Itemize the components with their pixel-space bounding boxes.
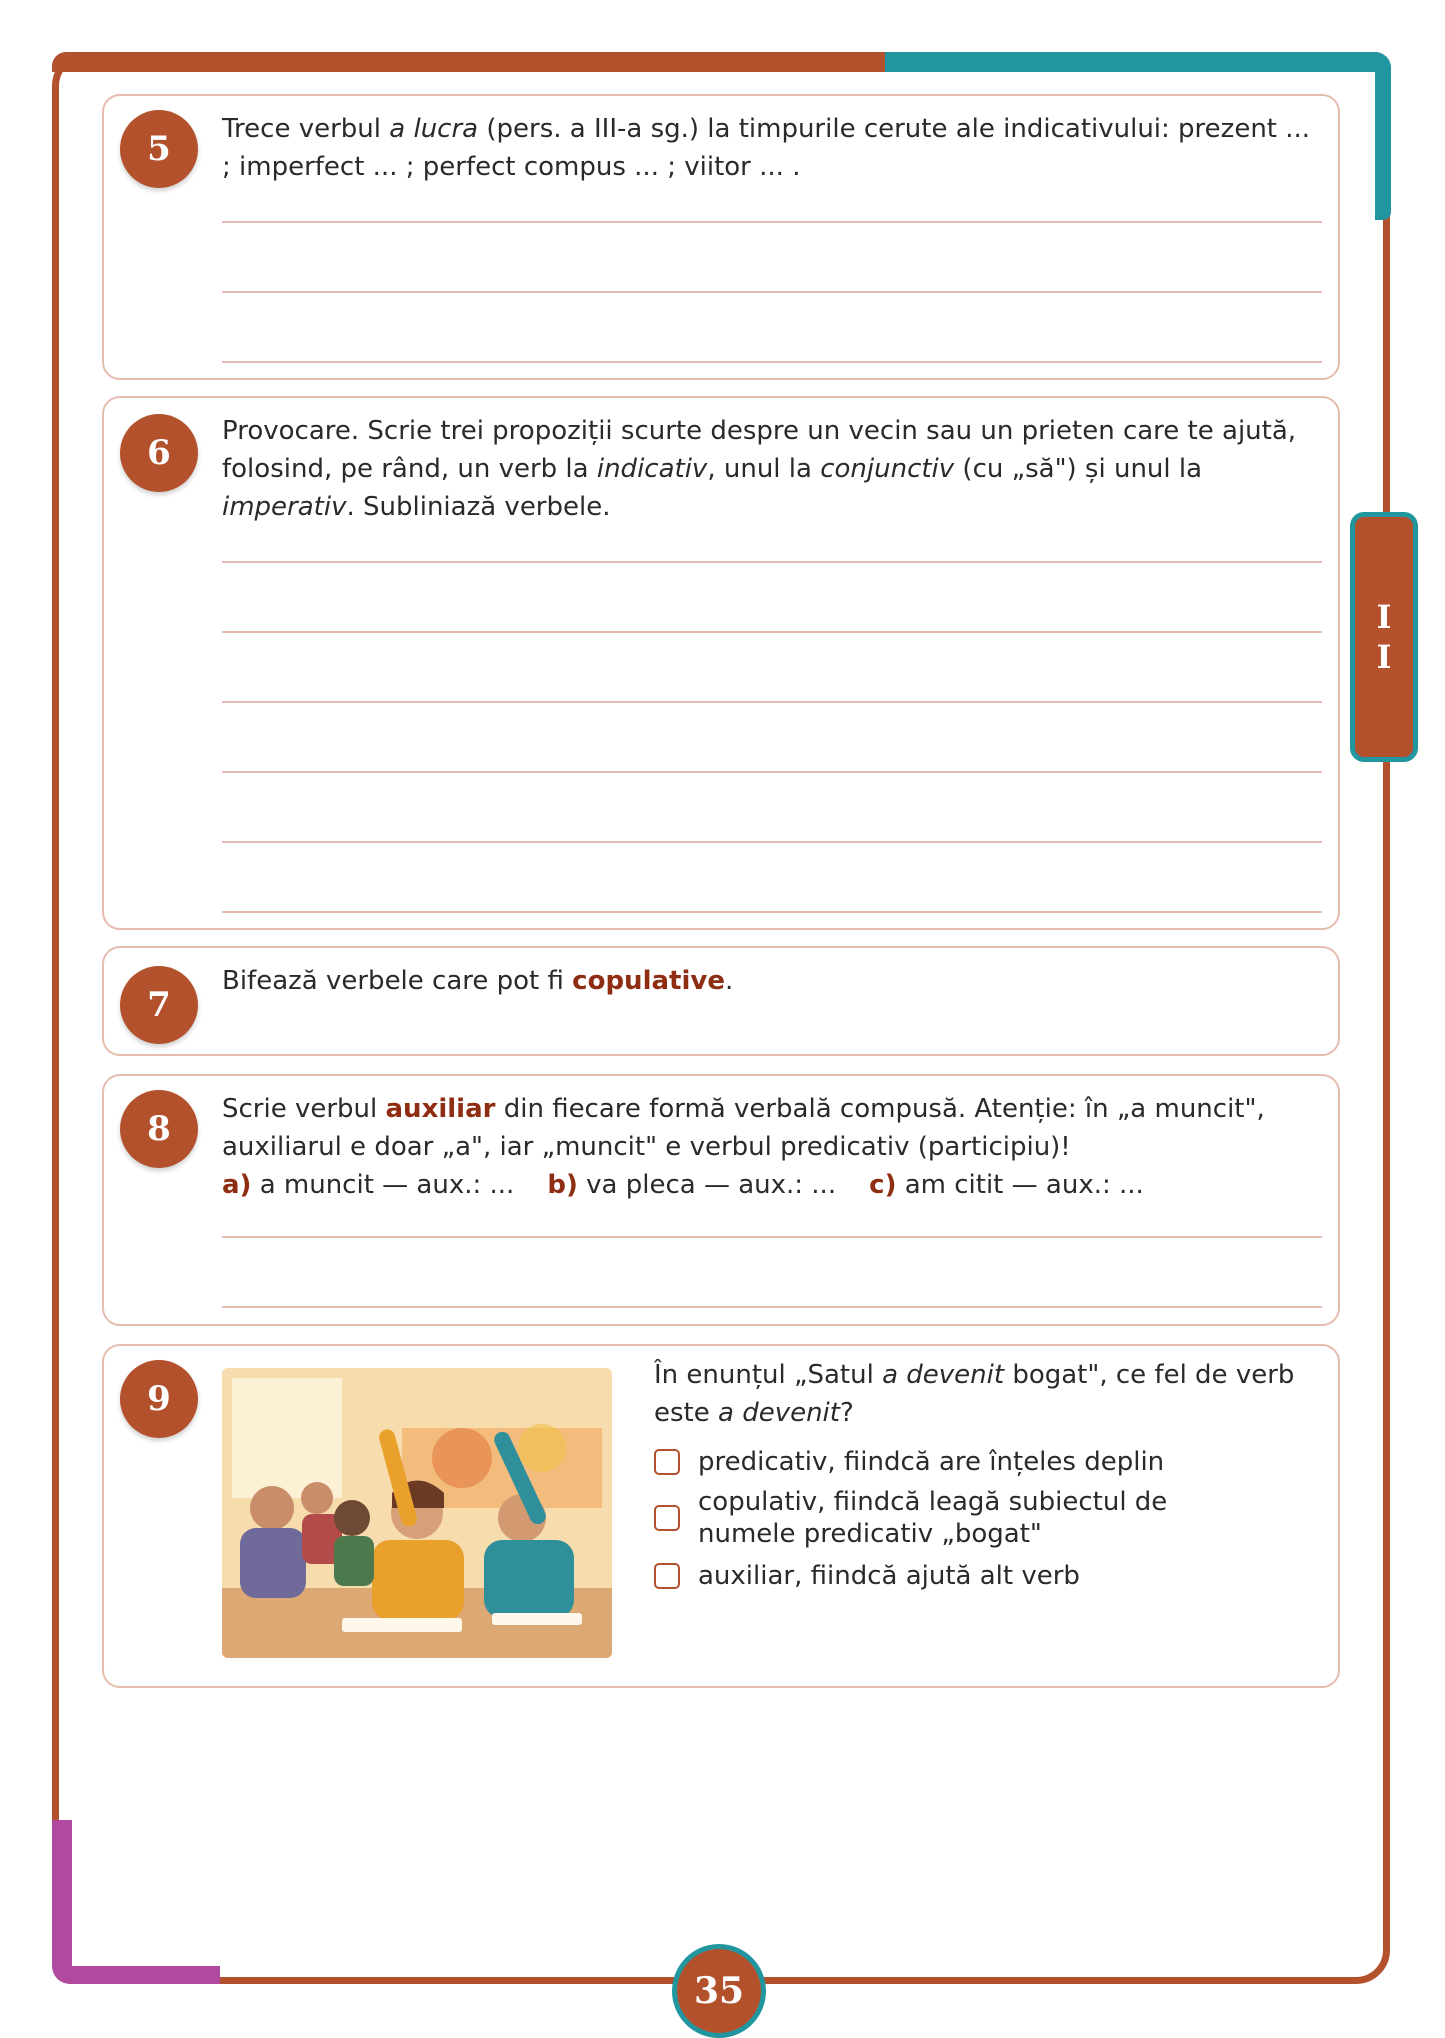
exercise-8-card: [102, 1074, 1340, 1326]
checkbox[interactable]: [654, 1449, 680, 1475]
frame-accent-top-orange: [52, 52, 888, 72]
frame-accent-top-teal: [885, 52, 1391, 72]
exercise-number: 7: [120, 966, 198, 1044]
exercise-9-card: [102, 1344, 1340, 1688]
exercise-7-text: Bifează verbele care pot fi copulative.: [222, 966, 734, 996]
exercise-6-text: Provocare. Scrie trei propoziții scurte despre un vecin sau un prieten care te ajută, folosind, pe rând, un verb la indicativ, unul la conjunctiv (cu „să") și unul la imperativ. Subliniază verbele.: [222, 416, 1297, 522]
answer-line[interactable]: [222, 361, 1322, 363]
frame-accent-bottom-purple: [52, 1966, 220, 1984]
exercise-7-card: [102, 946, 1340, 1056]
frame-accent-left-purple: [52, 1820, 72, 1984]
frame-accent-right-teal: [1375, 52, 1391, 220]
answer-line[interactable]: [222, 1236, 1322, 1238]
answer-line[interactable]: [222, 911, 1322, 913]
page-number: 35: [693, 1970, 745, 2012]
exercise-9-question: În enunțul „Satul a devenit bogat", ce fel de verb este a devenit?: [654, 1360, 1295, 1428]
exercise-8-text: Scrie verbul auxiliar din fiecare formă verbală compusă. Atenție: în „a muncit", auxiliarul e doar „a", iar „muncit" e verbul predicativ (participiu)! a) a muncit — aux.: ... b) va pleca — aux.: ... c) am citit — aux.: ...: [222, 1094, 1265, 1200]
exercise-number: 9: [120, 1360, 198, 1438]
classroom-illustration: [222, 1368, 612, 1658]
exercise-number: 6: [120, 414, 198, 492]
chapter-tab: [1350, 512, 1418, 762]
checkbox[interactable]: [654, 1563, 680, 1589]
answer-line[interactable]: [222, 701, 1322, 703]
exercise-number: 8: [120, 1090, 198, 1168]
answer-line[interactable]: [222, 771, 1322, 773]
exercise-number: 5: [120, 110, 198, 188]
answer-line[interactable]: [222, 221, 1322, 223]
chapter-tab-letter: I: [1376, 598, 1392, 636]
classroom-students-image: [222, 1368, 612, 1658]
answer-line[interactable]: [222, 561, 1322, 563]
answer-option[interactable]: predicativ, fiindcă are înțeles deplin: [654, 1446, 1164, 1478]
checkbox[interactable]: [654, 1505, 680, 1531]
page-number-badge: [672, 1944, 766, 2038]
answer-option[interactable]: auxiliar, fiindcă ajută alt verb: [654, 1560, 1080, 1592]
exercise-6-card: [102, 396, 1340, 930]
answer-option[interactable]: copulativ, fiindcă leagă subiectul de numele predicativ „bogat": [654, 1486, 1258, 1550]
exercise-5-card: [102, 94, 1340, 380]
answer-line[interactable]: [222, 841, 1322, 843]
answer-line[interactable]: [222, 291, 1322, 293]
answer-line[interactable]: [222, 1306, 1322, 1308]
exercise-5-text: Trece verbul a lucra (pers. a III-a sg.) la timpurile cerute ale indicativului: prezent ... ; imperfect ... ; perfect compus ... ; viitor ... .: [222, 114, 1311, 182]
answer-line[interactable]: [222, 631, 1322, 633]
chapter-tab-letter: I: [1376, 638, 1392, 676]
